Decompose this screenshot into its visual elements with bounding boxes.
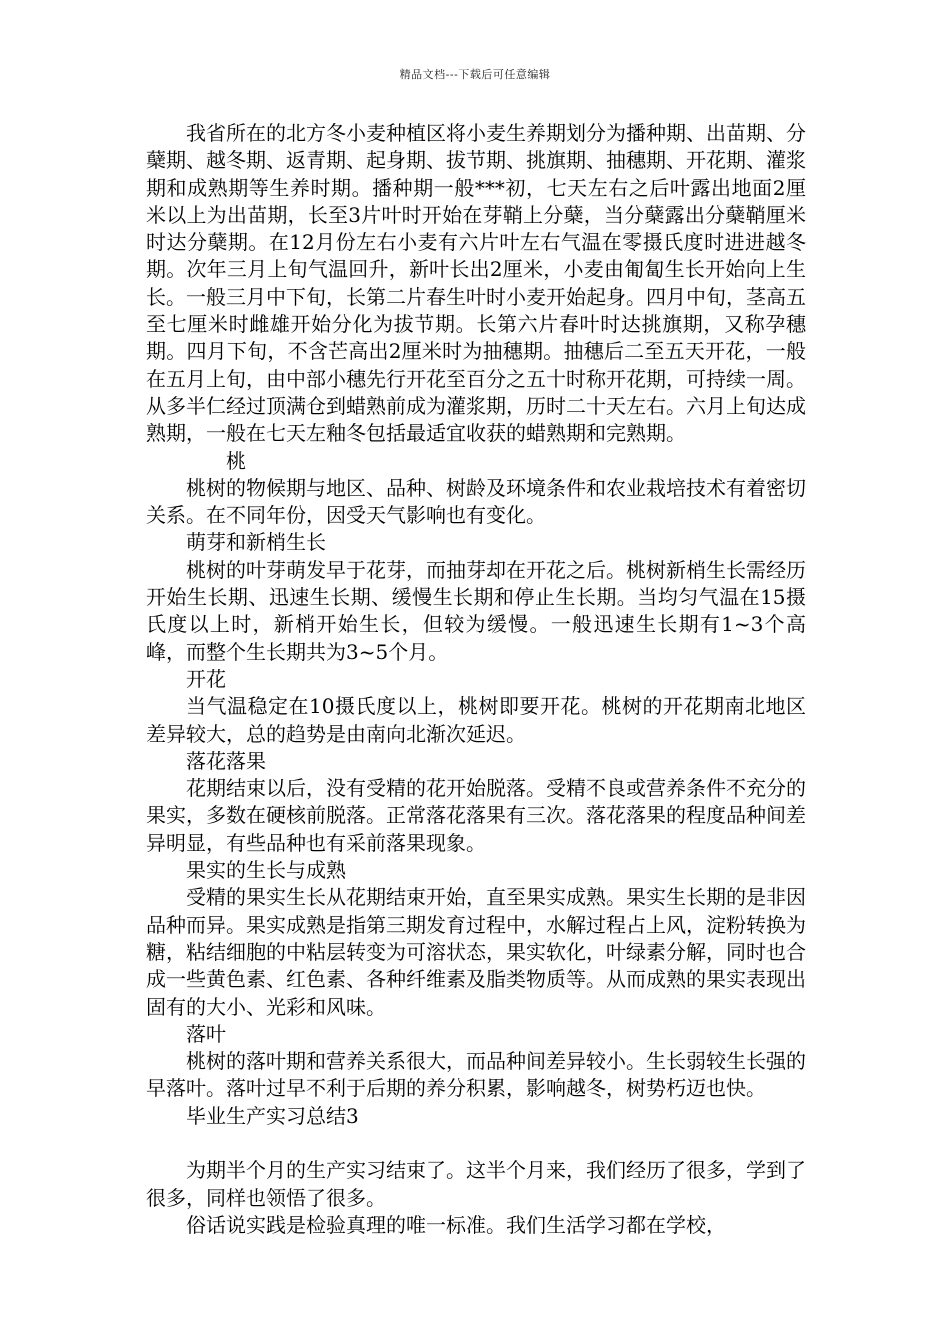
heading-leaf: 落叶 (186, 1021, 226, 1046)
heading-drop: 落花落果 (186, 748, 266, 773)
paragraph-summary-2: 俗话说实践是检验真理的唯一标准。我们生活学习都在学校， (186, 1212, 726, 1237)
document-body (146, 120, 806, 1239)
heading-fruit: 果实的生长与成熟 (186, 858, 346, 883)
paragraph-summary-1: 为期半个月的生产实习结束了。这半个月来，我们经历了很多，学到了很多，同样也领悟了很多。 (146, 1158, 806, 1210)
paragraph-peach-intro: 桃树的物候期与地区、品种、树龄及环境条件和农业栽培技术有着密切关系。在不同年份，因受天气影响也有变化。 (146, 475, 806, 528)
paragraph-drop: 花期结束以后，没有受精的花开始脱落。受精不良或营养条件不充分的果实，多数在硬核前脱落。正常落花落果有三次。落花落果的程度品种间差异明显，有些品种也有采前落果现象。 (146, 776, 806, 855)
document-header: 精品文档---下载后可任意编辑 (399, 68, 551, 81)
heading-sprout: 萌芽和新梢生长 (186, 530, 326, 555)
paragraph-leaf: 桃树的落叶期和营养关系很大，而品种间差异较小。生长弱较生长强的早落叶。落叶过早不利于后期的养分积累，影响越冬，树势朽迈也快。 (146, 1049, 806, 1101)
paragraph-wheat-stages: 我省所在的北方冬小麦种植区将小麦生养期划分为播种期、出苗期、分蘖期、越冬期、返青期、起身期、拔节期、挑旗期、抽穗期、开花期、灌浆期和成熟期等生养时期。播种期一般***初，七天左右之后叶露出地面2厘米以上为出苗期，长至3片叶时开始在芽鞘上分蘖，当分蘖露出分蘖鞘厘米时达分蘖期。在12月份左右小麦有六片叶左右气温在零摄氏度时进进越冬期。次年三月上旬气温回升，新叶长出2厘米，小麦由匍匐生长开始向上生长。一般三月中下旬，长第二片春生叶时小麦开始起身。四月中旬，茎高五至七厘米时雌雄开始分化为拔节期。长第六片春叶时达挑旗期，又称孕穗期。四月下旬，不含芒高出2厘米时为抽穗期。抽穗后二至五天开花，一般在五月上旬，由中部小穗先行开花至百分之五十时称开花期，可持续一周。从多半仁经过顶满仓到蜡熟前成为灌浆期，历时二十天左右。六月上旬达成熟期，一般在七天左釉冬包括最适宜收获的蜡熟期和完熟期。 (146, 121, 806, 446)
paragraph-bloom: 当气温稳定在10摄氏度以上，桃树即要开花。桃树的开花期南北地区差异较大，总的趋势是由南向北渐次延迟。 (146, 694, 806, 746)
paragraph-sprout: 桃树的叶芽萌发早于花芽，而抽芽却在开花之后。桃树新梢生长需经历开始生长期、迅速生长期、缓慢生长期和停止生长期。当均匀气温在15摄氏度以上时，新梢开始生长，但较为缓慢。一般迅速生长期有1~3个高峰，而整个生长期共为3~5个月。 (146, 557, 806, 664)
heading-bloom: 开花 (186, 666, 226, 691)
heading-peach: 桃 (226, 448, 246, 473)
paragraph-fruit: 受精的果实生长从花期结束开始，直至果实成熟。果实生长期的是非因品种而异。果实成熟是指第三期发育过程中，水解过程占上风，淀粉转换为糖，粘结细胞的中粘层转变为可溶状态，果实软化，叶绿素分解，同时也合成一些黄色素、红色素、各种纤维素及脂类物质等。从而成熟的果实表现出固有的大小、光彩和风味。 (146, 885, 806, 1019)
heading-summary: 毕业生产实习总结3 (186, 1103, 359, 1128)
blank-line (146, 1130, 806, 1157)
